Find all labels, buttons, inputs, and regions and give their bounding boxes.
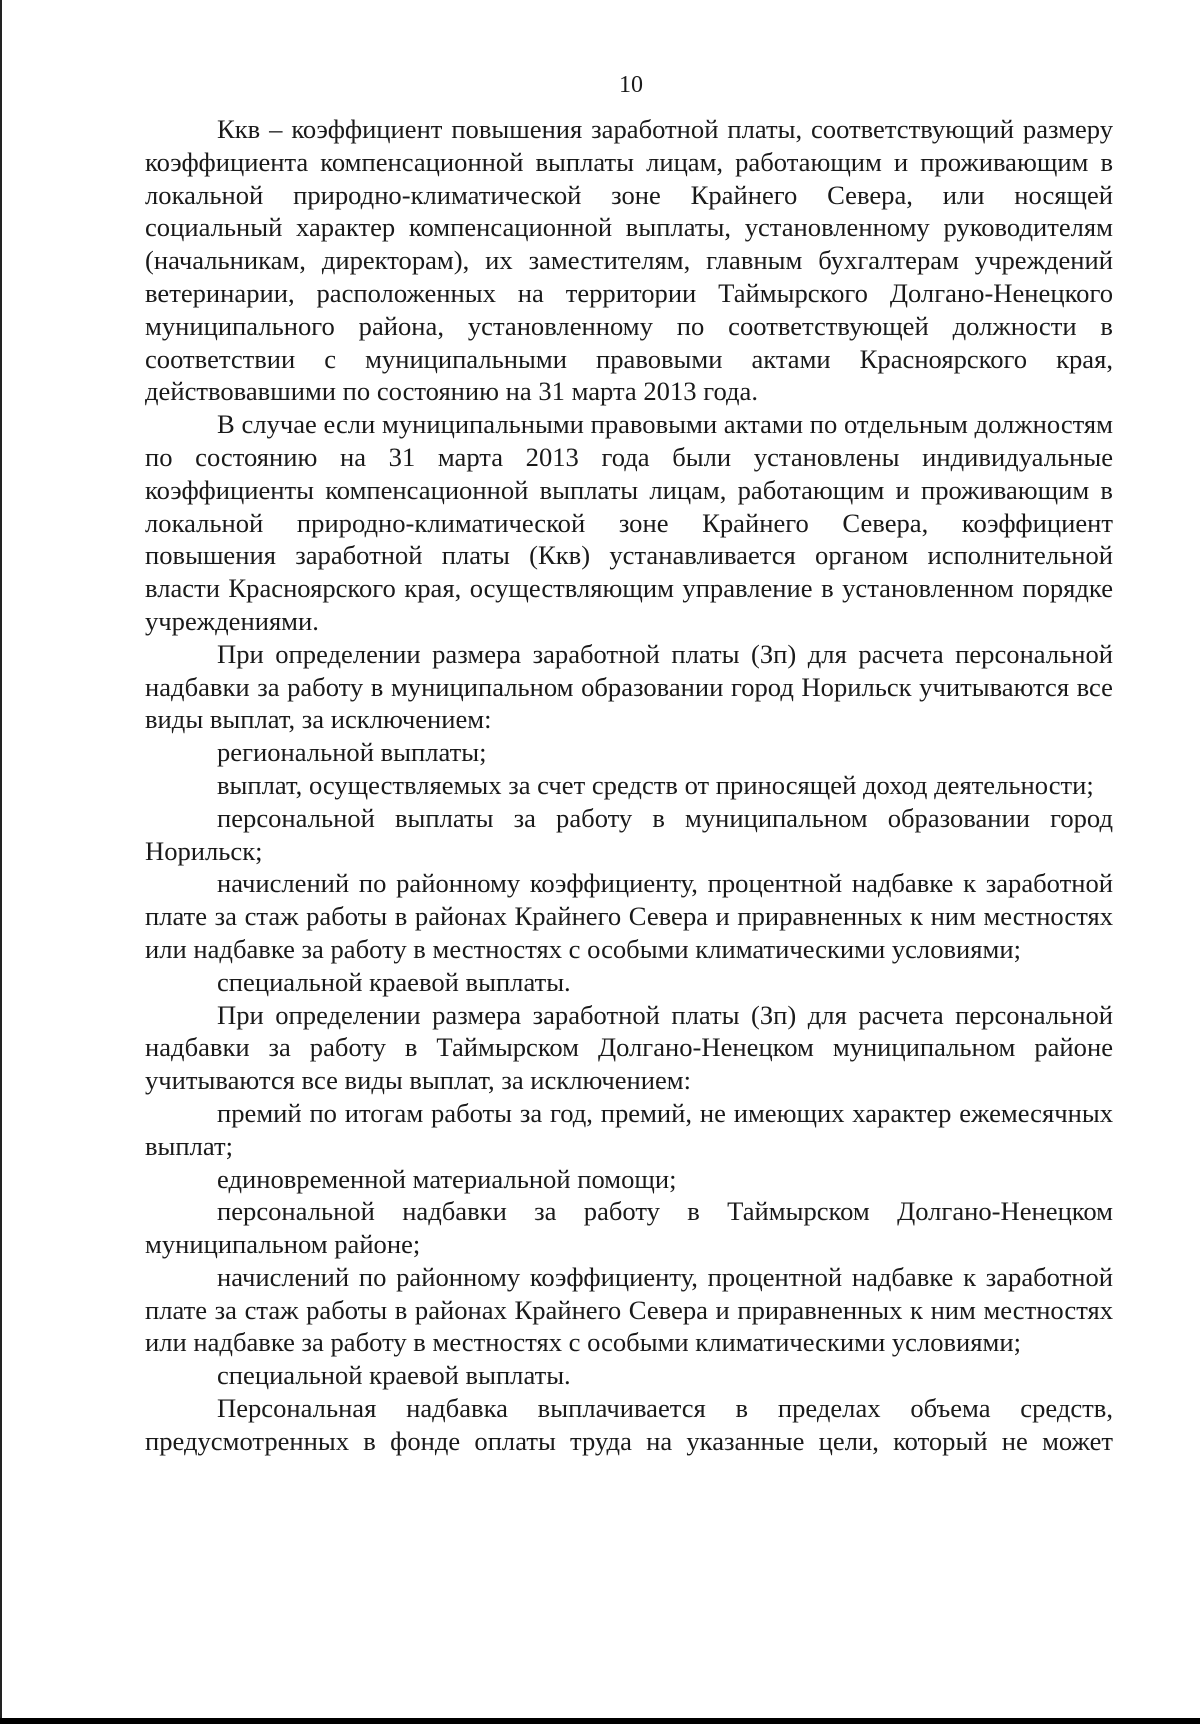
scan-edge-left bbox=[0, 0, 2, 1724]
paragraph-individual-coefficients: В случае если муниципальными правовыми актами по отдельным должностям по состоянию на 31 марта 2013 года были установлены индивидуальные коэффициенты компенсационной выплаты лицам, работающим и проживающим в локальной природно-климатической зоне Крайнего Севера, коэффициент повышения заработной платы (Ккв) устанавливается органом исполнительной власти Красноярского края, осуществляющим управление в установленном порядке учреждениями. bbox=[145, 409, 1113, 636]
document-body bbox=[145, 113, 1113, 1458]
list-item: начислений по районному коэффициенту, процентной надбавке к заработной плате за стаж работы в районах Крайнего Севера и приравненных к ним местностях или надбавке за работу в местностях с особыми климатическими условиями; bbox=[145, 868, 1113, 964]
list-item: выплат, осуществляемых за счет средств от приносящей доход деятельности; bbox=[217, 769, 1094, 800]
scan-edge-bottom bbox=[0, 1718, 1200, 1724]
paragraph-kkv-definition: Ккв – коэффициент повышения заработной платы, соответствующий размеру коэффициента компенсационной выплаты лицам, работающим и проживающим в локальной природно-климатической зоне Крайнего Севера, или носящей социальный характер компенсационной выплаты, установленному руководителям (начальникам, директорам), их заместителям, главным бухгалтерам учреждений ветеринарии, расположенных на территории Таймырского Долгано-Ненецкого муниципального района, установленному по соответствующей должности в соответствии с муниципальными правовыми актами Красноярского края, действовавшими по состоянию на 31 марта 2013 года. bbox=[145, 114, 1113, 407]
page-number: 10 bbox=[619, 72, 643, 98]
list-item: региональной выплаты; bbox=[217, 737, 487, 768]
paragraph-personal-allowance: Персональная надбавка выплачивается в пределах объема средств, предусмотренных в фонде оплаты труда на указанные цели, который не может bbox=[145, 1393, 1113, 1456]
list-item: начислений по районному коэффициенту, процентной надбавке к заработной плате за стаж работы в районах Крайнего Севера и приравненных к ним местностях или надбавке за работу в местностях с особыми климатическими условиями; bbox=[145, 1261, 1113, 1358]
list-item: единовременной материальной помощи; bbox=[217, 1163, 677, 1194]
list-item: специальной краевой выплаты. bbox=[217, 966, 571, 997]
list-item: персональной надбавки за работу в Таймырском Долгано-Ненецком муниципальном районе; bbox=[145, 1196, 1113, 1260]
paragraph-norilsk-salary-rule: При определении размера заработной платы (Зп) для расчета персональной надбавки за работу в муниципальном образовании город Норильск учитываются все виды выплат, за исключением: bbox=[145, 638, 1113, 735]
list-item: персональной выплаты за работу в муниципальном образовании город Норильск; bbox=[145, 802, 1113, 866]
list-item: специальной краевой выплаты. bbox=[217, 1360, 571, 1391]
paragraph-taimyr-salary-rule: При определении размера заработной платы (Зп) для расчета персональной надбавки за работу в Таймырском Долгано-Ненецком муниципальном районе учитываются все виды выплат, за исключением: bbox=[145, 999, 1113, 1096]
list-item: премий по итогам работы за год, премий, не имеющих характер ежемесячных выплат; bbox=[145, 1097, 1113, 1161]
